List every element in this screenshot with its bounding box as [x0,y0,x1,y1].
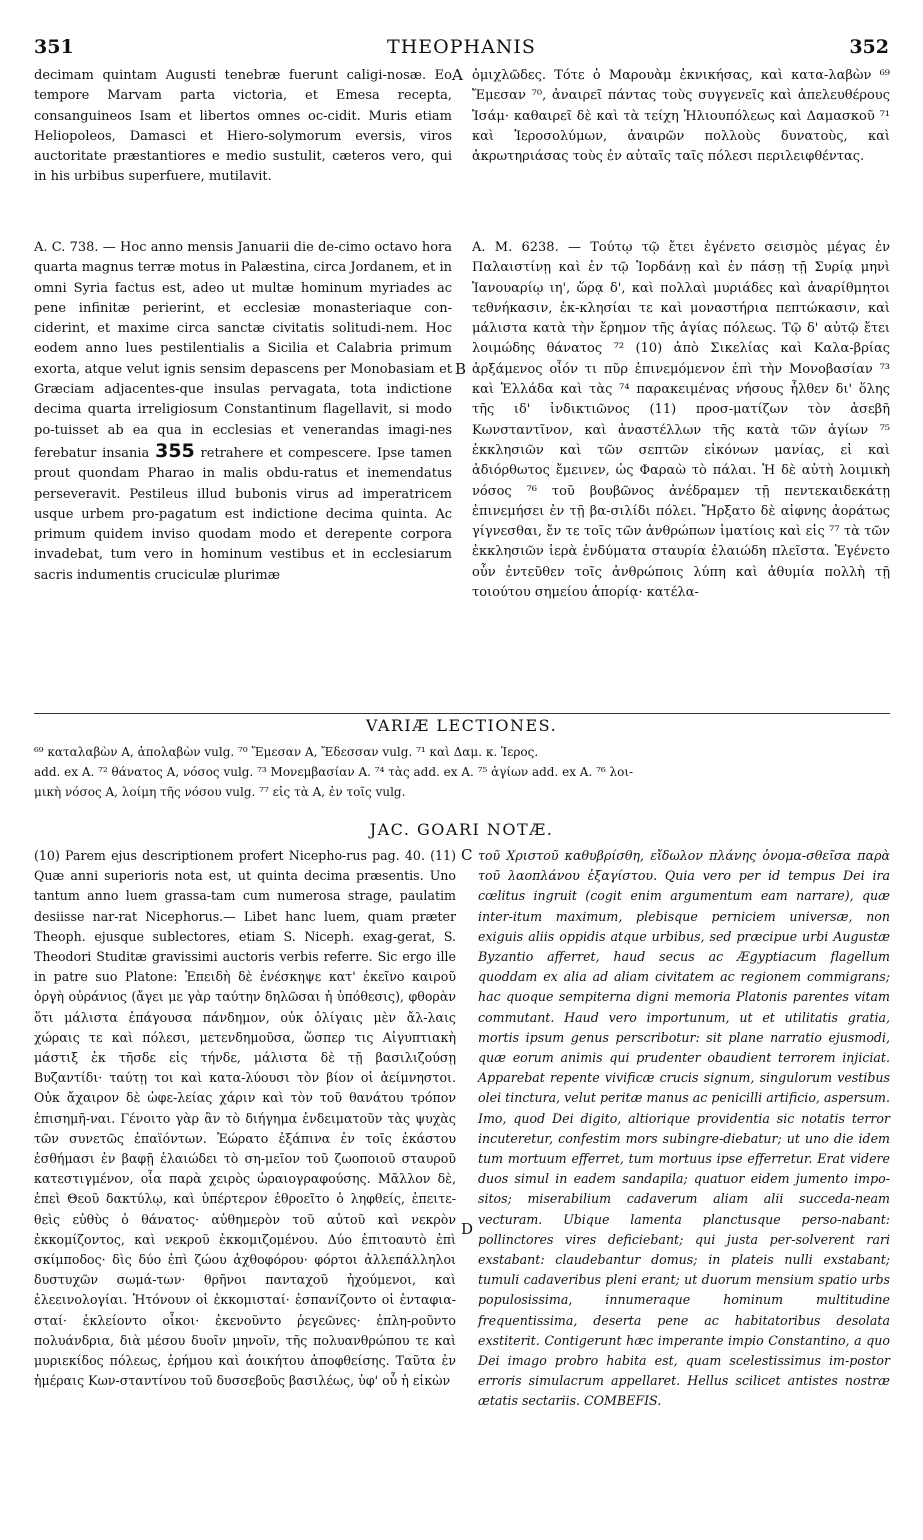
notes-text-right: τοῦ Χριστοῦ καθυβρίσθη, εἴδωλον πλάνης ὀνομα-σθεῖσα παρὰ τοῦ λαοπλάνου ἐξαγίστου. Quia vero per id tempus Dei ira cœlitus ingruit (cogit enim argumentum eam narrare), quæ inter-itum maximum, plebisque perniciem universæ, non exiguis aliis oppidis atque urbibus, sed præcipue urbi Augustæ Byzantio afferret, haud secus ac Ægyptiacum flagellum quoddam ex alia ad aliam civitatem ac regionem commigrans; hac quoque sempiterna digni memoria Platonis parentes vitam commutant. Haud vero importunum, ut et utilitatis gratia, mortis ipsum genus perscribotur: sit plane narratio ejusmodi, quæ eorum animis qui prudenter obaudient terrorem injiciat. Apparebat repente vivificæ crucis signum, singulorum vestibus olei tinctura, velut peritæ manus ac penicilli artificio, aspersum. Imo, quod Dei digito, altiorique providentia sic notatis terror incuteretur, confestim mors subingre-diebatur; ut uno die idem tum mortuum efferret, tum mortuus ipse efferretur. Erat videre duos simul in eadem sandapila; quatuor eidem jumento impo-sitos; miserabilium cadaverum aliam alii succeda-neam vecturam. Ubique lamenta planctusque perso-nabant: pollinctores vires deficiebant; qui justa per-solverent rari exstabant: claudebantur domus; in plateis nulli exstabant; tumuli cadaveribus pleni erant; ut duorum mensium spatio urbs populosissima, innumeraque hominum multitudine frequentissima, deserta pene ac habitatoribus desolata exstiterit. Contigerunt hæc imperante impio Constantino, a quo Dei imago probro habita est, quam scelestissimus im-postor erroris simulacrum appellaret. Hellus scilicet antistes nostræ ætatis sectariis. COMBEFIS. [478,848,890,1409]
notes-column-left [34,846,456,1391]
page-number-right: 352 [849,36,889,58]
goar-notes-title: JAC. GOARI NOTÆ. [369,820,554,839]
latin-text-before: A. C. 738. — Hoc anno mensis Januarii die de-cimo octavo hora quarta magnus terræ motus in Palæstina, circa Jordanem, et in omni Syria factus est, adeo ut multæ hominum myriades ac pene infinitæ perierint, et ecclesiæ monasteriaque con-ciderint, et maxime circa sanctæ civitatis solitudi-nem. Hoc eodem anno lues pestilentialis a Sicilia et Calabria primum exorta, atque velut ignis sensim depascens per Monobasiam et Græciam adjacentes-que insulas pervagata, tota indictione decima quarta irreligiosum Constantinum flagellavit, si modo po-tuisset ab ea qua in ecclesias et venerandas imagi-nes ferebatur insania [34,240,452,461]
greek-column-main [472,238,890,603]
latin-text-after: retrahere et compescere. Ipse tamen prout quondam Pharao in malis obdu-ratus et inemendatus perseveravit. Pestileus illud bubonis virus ad imperatricem usque urbem pro-pagatum est indictione decima quinta. Ac primum quidem inviso quodam modo et derepente corpora invadebat, tum vero in hominum vestibus et in ecclesiarum sacris indumentis cruciculæ plurimæ [34,445,452,583]
running-header [0,36,923,62]
running-title: THEOPHANIS [387,36,536,58]
margin-marker-b: B [455,360,467,378]
column-number-355: 355 [155,439,195,462]
latin-paragraph-main [34,238,452,586]
latin-column-main [34,238,452,586]
section-divider [34,713,890,714]
latin-paragraph-top: decimam quintam Augusti tenebræ fuerunt caligi-nosæ. Eo tempore Marvam parta victoria, et Emesa recepta, consanguineos Isam et libertos omnes oc-cidit. Muris etiam Heliopoleos, Damasci et Hiero-solymorum eversis, viros auctoritate præstantiores e medio sustulit, cæteros vero, qui in his urbibus superfuere, mutilavit. [34,68,452,185]
greek-column-top [472,66,890,167]
notes-column-right [478,846,890,1412]
margin-marker-d: D [461,1220,474,1238]
variant-line: ⁶⁹ καταλαβὼν A, ἀπολαβὼν vulg. ⁷⁰ Ἔμεσαν A, Ἔδεσσαν vulg. ⁷¹ καὶ Δαμ. κ. Ἱερος. [34,745,539,759]
page-number-left: 351 [34,36,74,58]
variae-lectiones [34,742,890,802]
variant-line: add. ex A. ⁷² θάνατος A, νόσος vulg. ⁷³ Μονεμβασίαν A. ⁷⁴ τὰς add. ex A. ⁷⁵ ἁγίων add. ex A. ⁷⁶ λοι- [34,765,634,779]
notes-text-left: (10) Parem ejus descriptionem profert Nicepho-rus pag. 40. (11) Quæ anni superioris nota est, ut quinta decima præsentis. Uno tantum anno luem grassa-tam cum numerosa strage, paulatim desiisse nar-rat Nicephorus.— Libet hanc luem, quam præter Theoph. ejusque sublectores, etiam S. Niceph. exag-gerat, S. Theodori Studitæ gravissimi auctoris verbis referre. Sic ergo ille in patre suo Platone: Ἐπειδὴ δὲ ἐνέσκηψε κατ' ἐκεῖνο καιροῦ ὀργὴ οὐράνιος (ἄγει με γὰρ ταύτην δηλῶσαι ἡ ὑπόθεσις), φθορὰν ὅτι μάλιστα ἐπάγουσα πάνδημον, οὐκ ὀλίγαις μὲν ἄλ-λαις χώραις τε καὶ πόλεσι, μετενδημοῦσα, ὥσπερ τις Αἰγυπτιακὴ μάστιξ ἐκ τῆσδε εἰς τήνδε, μάλιστα δὲ τῇ βασιλιζούσῃ Βυζαντίδι· ταύτῃ τοι καὶ κατα-λύουσι τὸν βίον οἱ ἀείμνηστοι. Οὐκ ἄχαιρον δὲ ὠφε-λείας χάριν καὶ τὸν τοῦ θανάτου τρόπον ἐπισημῆ-ναι. Γένοιτο γὰρ ἂν τὸ διήγημα ἐνδειματοῦν τὰς ψυχὰς τῶν συνετῶς ἐπαϊόντων. Ἑώρατο ἐξάπινα ἐν τοῖς ἑκάστου ἐσθήμασι ἐν βαφῇ ἐλαιώδει τὸ ση-μεῖον τοῦ ζωοποιοῦ σταυροῦ κατεστιγμένον, οἷα παρὰ χειρὸς ὡραιογραφούσης. Μᾶλλον δὲ, ἐπεὶ Θεοῦ δακτύλῳ, καὶ ὑπέρτερον ἐθροεῖτο ὁ ληφθείς, ἐπειτε-θεὶς εὐθὺς ὁ θάνατος· αὐθημερὸν τοῦ αὐτοῦ καὶ νεκρὸν ἐκκομίζοντος, καὶ νεκροῦ ἐκκομιζομένου. Δύο ἐπιτοαυτὸ ἐπὶ σκίμποδος· δὶς δύο ἐπὶ ζώου ἀχθοφόρου· φόρτοι ἀλλεπάλληλοι δυστυχῶν σωμά-των· θρῆνοι πανταχοῦ ἠχούμενοι, καὶ ἐλεεινολογίαι. Ἠτόνουν οἱ ἐκκομισταί· ἐσπανίζοντο οἱ ἐνταφια-σταί· ἐκλείοντο οἶκοι· ἐκενοῦντο ῥεγεῶνες· ἐπλη-ροῦντο πολυάνδρια, διὰ μέσου δυοῖν μηνοῖν, τῆς πολυανθρώπου τε καὶ μυριεκίδος πόλεως, ἐρήμου καὶ ἀοικήτου ἀποφθείσης. Ταῦτα ἐν ἡμέραις Κων-σταντίνου τοῦ δυσσεβοῦς βασιλέως, ὑφ' οὗ ἡ εἰκὼν [34,848,456,1389]
latin-column-top [34,66,452,188]
margin-marker-a: A [452,66,463,84]
margin-marker-c: C [461,846,473,864]
variae-lectiones-title: VARIÆ LECTIONES. [365,716,558,735]
greek-paragraph-main: A. M. 6238. — Τούτῳ τῷ ἔτει ἐγένετο σεισμὸς μέγας ἐν Παλαιστίνῃ καὶ ἐν τῷ Ἰορδάνῃ καὶ ἐν πάσῃ τῇ Συρίᾳ μηνὶ Ἰανουαρίῳ ιη', ὥρᾳ δ', καὶ πολλαὶ μυριάδες καὶ ἀναρίθμητοι τεθνήκασιν, ἐκ-κλησίαι τε καὶ μοναστήρια πεπτώκασιν, καὶ μάλιστα κατὰ τὴν ἔρημον τῆς ἁγίας πόλεως. Τῷ δ' αὐτῷ ἔτει λοιμώδης θάνατος ⁷² (10) ἀπὸ Σικελίας καὶ Καλα-βρίας ἀρξάμενος οἷόν τι πῦρ ἐπινεμόμενον ἐπὶ τὴν Μονοβασίαν ⁷³ καὶ Ἑλλάδα καὶ τὰς ⁷⁴ παρακειμένας νήσους ἦλθεν δι' ὅλης τῆς ιδ' ἰνδικτιῶνος (11) προσ-ματίζων τὸν ἀσεβῆ Κωνσταντῖνον, καὶ ἀναστέλλων τῆς κατὰ τῶν ἁγίων ⁷⁵ ἐκκλησιῶν καὶ τῶν σεπτῶν εἰκόνων μανίας, εἰ καὶ ἀδιόρθωτος ἔμεινεν, ὡς Φαραὼ τὸ πάλαι. Ἡ δὲ αὐτὴ λοιμικὴ νόσος ⁷⁶ τοῦ βουβῶνος ἀνέδραμεν τῇ πεντεκαιδεκάτῃ ἐπινεμήσει ἐν τῇ βα-σιλίδι πόλει. Ἤρξατο δὲ αἰφνης ἀοράτως γίγνεσθαι, ἔν τε τοῖς τῶν ἀνθρώπων ἱματίοις καὶ εἰς ⁷⁷ τὰ τῶν ἐκκλησιῶν ἱερὰ ἐνδύματα σταυρία ἐλαιώδη πλεῖστα. Ἐγένετο οὖν ἐντεῦθεν τοῖς ἀνθρώποις λύπη καὶ ἀθυμία πολλὴ τῇ τοιούτου σημείου ἀπορίᾳ· κατέλα- [472,240,890,601]
variant-line: μικὴ νόσος A, λοίμη τῆς νόσου vulg. ⁷⁷ εἰς τὰ A, ἐν τοῖς vulg. [34,785,406,799]
greek-paragraph-top: ὀμιχλῶδες. Τότε ὁ Μαρουὰμ ἐκνικήσας, καὶ κατα-λαβὼν ⁶⁹ Ἔμεσαν ⁷⁰, ἀναιρεῖ πάντας τοὺς συγγενεῖς καὶ ἀπελευθέρους Ἰσάμ· καθαιρεῖ δὲ καὶ τὰ τείχη Ἡλιουπόλεως καὶ Δαμασκοῦ ⁷¹ καὶ Ἱεροσολύμων, ἀναιρῶν πολλοὺς δυνατοὺς, καὶ ἀκρωτηριάσας τοὺς ἐν αὐταῖς ταῖς πόλεσι περιλειφθέντας. [472,68,890,165]
